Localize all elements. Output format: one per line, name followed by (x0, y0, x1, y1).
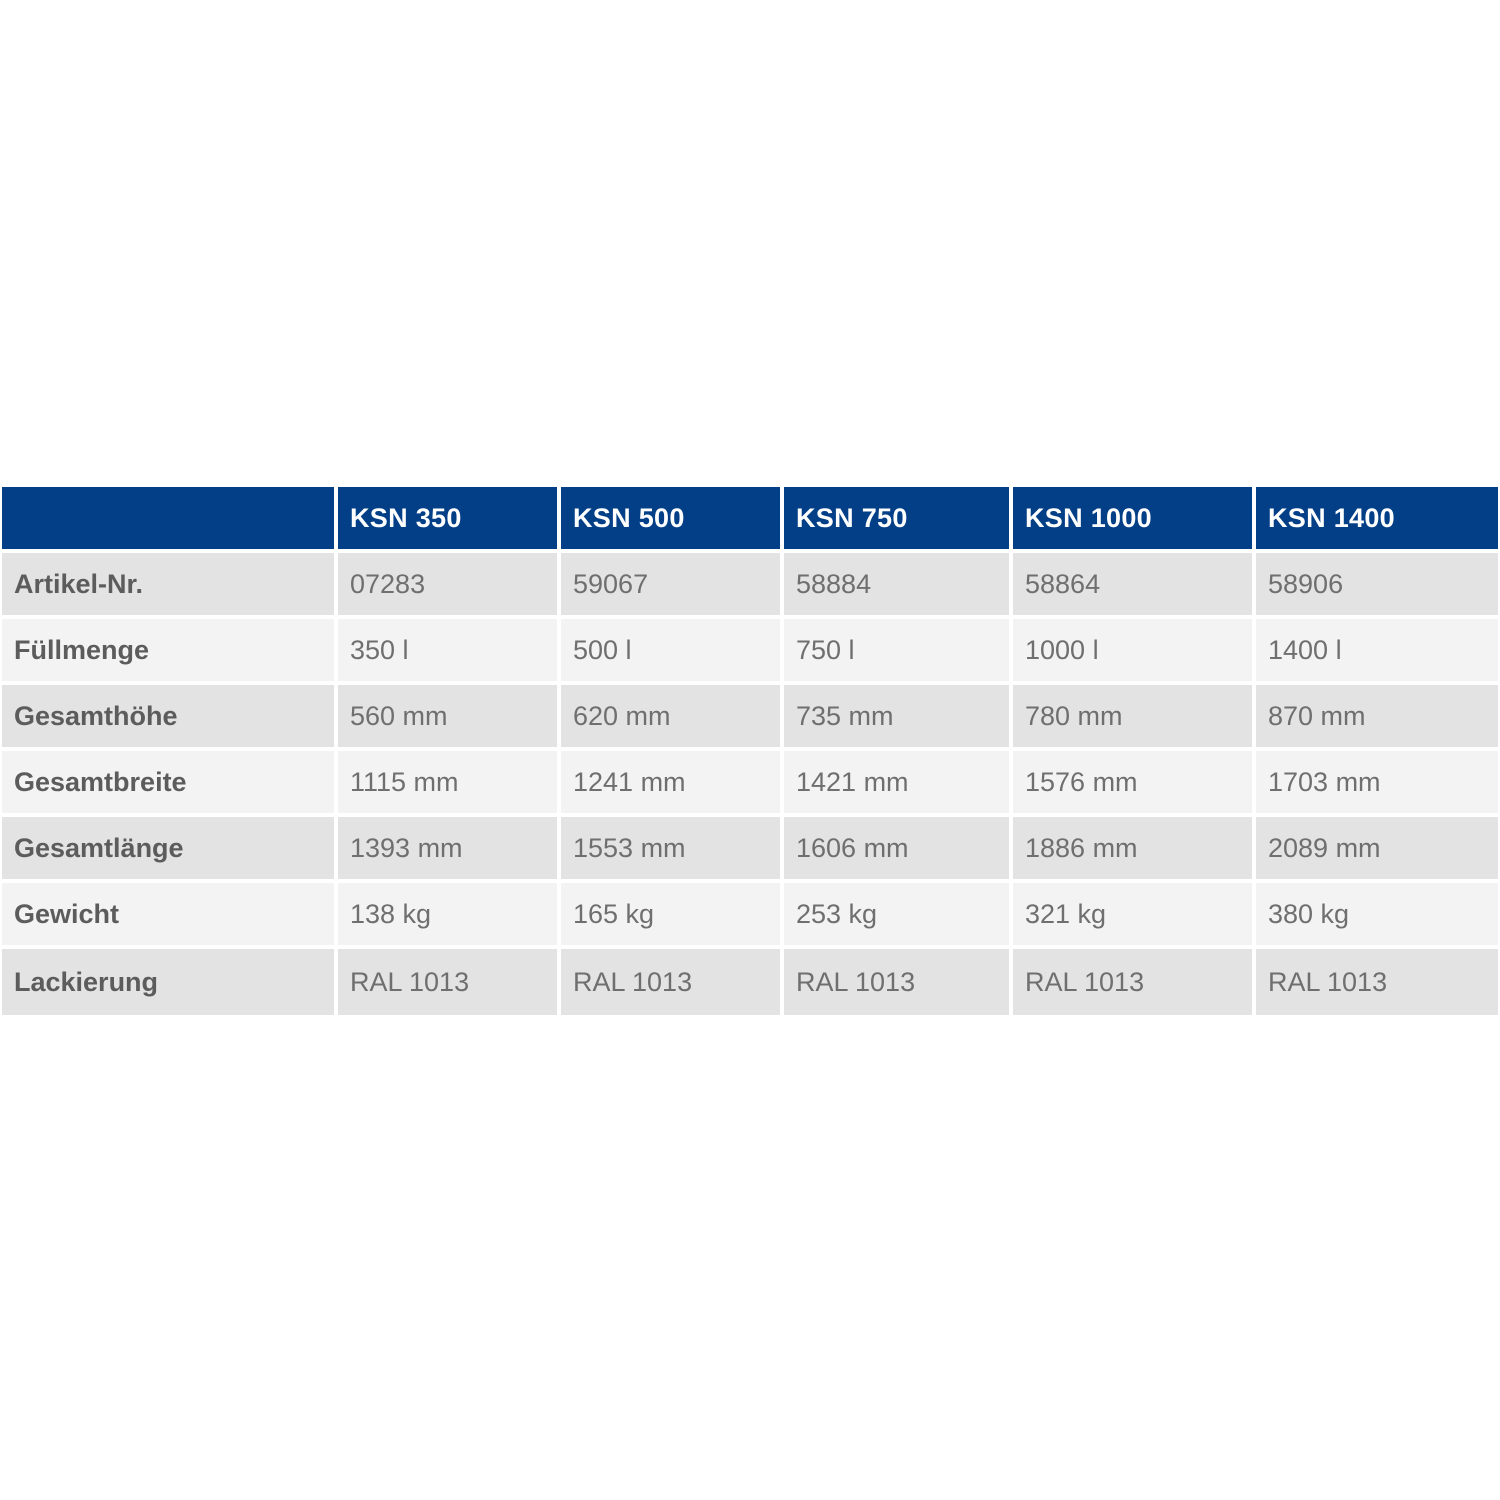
table-cell: 1393 mm (338, 817, 561, 883)
table-cell: 58906 (1256, 553, 1498, 619)
table-row-artikel-nr (2, 553, 1498, 619)
table-cell: 750 l (784, 619, 1013, 685)
table-cell: 870 mm (1256, 685, 1498, 751)
header-corner-cell (2, 487, 338, 553)
table-cell: 1886 mm (1013, 817, 1256, 883)
table-cell: RAL 1013 (1256, 949, 1498, 1015)
row-label: Artikel-Nr. (2, 553, 338, 619)
row-label: Lackierung (2, 949, 338, 1015)
table-cell: 1703 mm (1256, 751, 1498, 817)
table-cell: 2089 mm (1256, 817, 1498, 883)
table-cell: 1000 l (1013, 619, 1256, 685)
table-cell: 500 l (561, 619, 784, 685)
table-cell: 165 kg (561, 883, 784, 949)
header-model-ksn-350: KSN 350 (338, 487, 561, 553)
table-cell: 321 kg (1013, 883, 1256, 949)
table-cell: 1553 mm (561, 817, 784, 883)
table-cell: 59067 (561, 553, 784, 619)
spec-table-body (2, 553, 1498, 1015)
table-row-gesamthoehe (2, 685, 1498, 751)
table-cell: 58884 (784, 553, 1013, 619)
table-row-gesamtbreite (2, 751, 1498, 817)
row-label: Gesamtbreite (2, 751, 338, 817)
table-cell: 1606 mm (784, 817, 1013, 883)
header-model-ksn-500: KSN 500 (561, 487, 784, 553)
table-cell: RAL 1013 (338, 949, 561, 1015)
table-cell: RAL 1013 (1013, 949, 1256, 1015)
table-cell: 380 kg (1256, 883, 1498, 949)
table-cell: 1115 mm (338, 751, 561, 817)
table-cell: RAL 1013 (784, 949, 1013, 1015)
table-cell: 560 mm (338, 685, 561, 751)
table-cell: 735 mm (784, 685, 1013, 751)
table-cell: 1241 mm (561, 751, 784, 817)
spec-table (2, 487, 1498, 1015)
header-model-ksn-1000: KSN 1000 (1013, 487, 1256, 553)
spec-table-header (2, 487, 1498, 553)
table-cell: 1421 mm (784, 751, 1013, 817)
table-cell: RAL 1013 (561, 949, 784, 1015)
table-row-fuellmenge (2, 619, 1498, 685)
table-cell: 138 kg (338, 883, 561, 949)
header-model-ksn-750: KSN 750 (784, 487, 1013, 553)
table-cell: 58864 (1013, 553, 1256, 619)
header-row (2, 487, 1498, 553)
table-cell: 620 mm (561, 685, 784, 751)
table-row-lackierung (2, 949, 1498, 1015)
row-label: Gesamthöhe (2, 685, 338, 751)
table-cell: 350 l (338, 619, 561, 685)
table-cell: 07283 (338, 553, 561, 619)
table-row-gewicht (2, 883, 1498, 949)
row-label: Gesamtlänge (2, 817, 338, 883)
row-label: Füllmenge (2, 619, 338, 685)
table-cell: 780 mm (1013, 685, 1256, 751)
row-label: Gewicht (2, 883, 338, 949)
table-cell: 1576 mm (1013, 751, 1256, 817)
header-model-ksn-1400: KSN 1400 (1256, 487, 1498, 553)
table-row-gesamtlaenge (2, 817, 1498, 883)
table-cell: 253 kg (784, 883, 1013, 949)
table-cell: 1400 l (1256, 619, 1498, 685)
